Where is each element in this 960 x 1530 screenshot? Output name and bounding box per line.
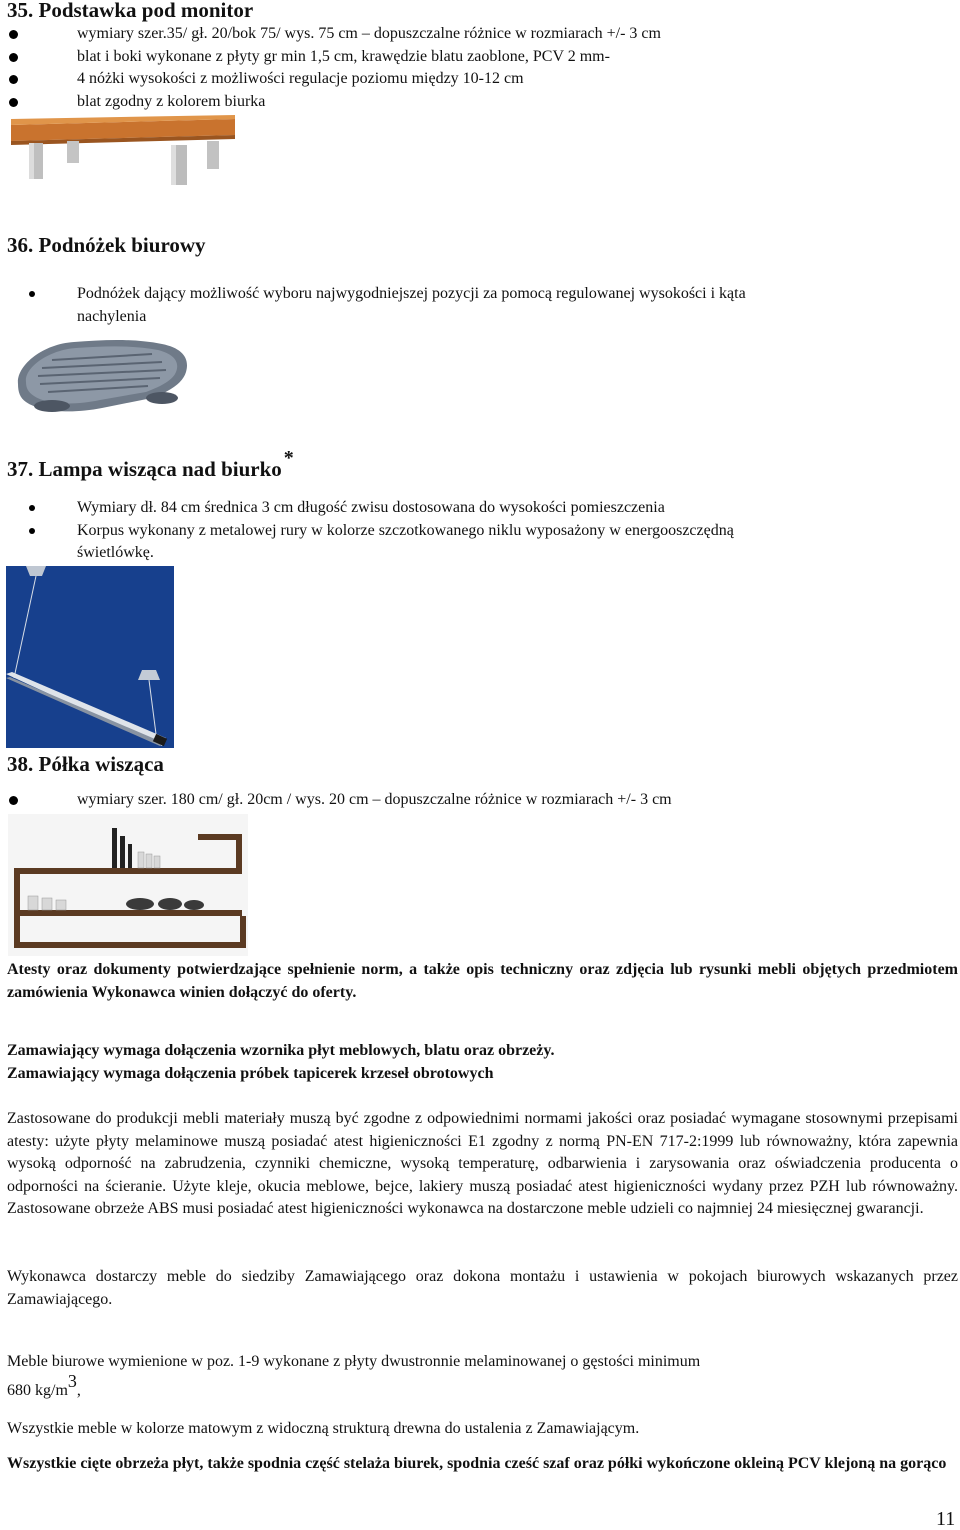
note-materials: Zastosowane do produkcji mebli materiały muszą być zgodne z odpowiednimi normami jakości oraz posiadać wymagane stosownymi przepisami atesty: użyte płyty melaminowe muszą posiadać atest higieniczności E1 zgodny z normą PN-EN 717-2:1999 lub równoważny, która zapewnia wysoką odporność na zabrudzenia, czynniki chemiczne, wysoką temperaturę, odbarwienia i zarysowania oraz oświadczenia producenta o odporności na ścieranie. Użyte kleje, okucia meblowe, bejce, lakiery muszą posiadać atest higieniczności wydany przez PZH lub równoważny. Zastosowane obrzeże ABS musi posiadać atest higieniczności wykonawca na dostarczone meble udzieli co najmniej 24 miesięcznej gwarancji. <box>7 1110 958 1217</box>
section-37-asterisk: * <box>283 447 294 469</box>
s35-bullet-color: blat zgodny z kolorem biurka <box>77 91 265 114</box>
note-board-density-line1: Meble biurowe wymienione w poz. 1-9 wykonane z płyty dwustronnie melaminowanej o gęstości minimum <box>7 1353 701 1370</box>
s37-bullet-body-line1: Korpus wykonany z metalowej rury w kolorze szczotkowanego niklu wyposażony w energooszczędną <box>77 520 734 543</box>
note-assembly: Wykonawca dostarczy meble do siedziby Zamawiającego oraz dokona montażu i ustawienia w pokojach biurowych wskazanych przez Zamawiającego. <box>7 1268 958 1308</box>
section-35-heading: 35. Podstawka pod monitor <box>7 0 254 22</box>
hanging-shelf-image <box>8 814 248 956</box>
note-board-density-line2: 680 kg/m3, <box>7 1371 81 1399</box>
s36-bullet-line1: Podnóżek dający możliwość wyboru najwygodniejszej pozycji za pomocą regulowanej wysokości i kąta <box>77 283 746 306</box>
monitor-stand-image <box>7 115 239 191</box>
note-color: Wszystkie meble w kolorze matowym z widoczną strukturą drewna do ustalenia z Zamawiającym. <box>7 1420 640 1437</box>
s38-bullet-dimensions: wymiary szer. 180 cm/ gł. 20cm / wys. 20 cm – dopuszczalne różnice w rozmiarach +/- 3 cm <box>77 789 672 812</box>
hanging-lamp-image <box>6 566 174 748</box>
s37-bullet-body-line2: świetlówkę. <box>77 544 154 561</box>
note-sample-boards: Zamawiający wymaga dołączenia wzornika płyt meblowych, blatu oraz obrzeży. <box>7 1042 555 1059</box>
note-edge-banding: Wszystkie cięte obrzeża płyt, także spodnia część stelaża biurek, spodnia cześć szaf oraz półki wykończone okleiną PCV klejoną na gorąco <box>7 1455 947 1472</box>
superscript-3: 3 <box>67 1371 77 1391</box>
footrest-image <box>12 336 192 416</box>
s35-bullet-board: blat i boki wykonane z płyty gr min 1,5 cm, krawędzie blatu zaoblone, PCV 2 mm- <box>77 46 610 69</box>
note-sample-upholstery: Zamawiający wymaga dołączenia próbek tapicerek krzeseł obrotowych <box>7 1065 494 1082</box>
section-37-heading: 37. Lampa wisząca nad biurko * <box>7 447 294 481</box>
section-36-heading: 36. Podnóżek biurowy <box>7 233 206 257</box>
page-number: 11 <box>936 1508 956 1530</box>
s35-bullet-legs: 4 nóżki wysokości z możliwości regulacje poziomu między 10-12 cm <box>77 68 524 91</box>
note-attestations: Atesty oraz dokumenty potwierdzające spełnienie norm, a także opis techniczny oraz zdjęcia lub rysunki mebli objętych przedmiotem zamówienia Wykonawca winien dołączyć do oferty. <box>7 961 958 1001</box>
section-38-heading: 38. Półka wisząca <box>7 752 164 776</box>
s37-bullet-dimensions: Wymiary dł. 84 cm średnica 3 cm długość zwisu dostosowana do wysokości pomieszczenia <box>77 497 665 520</box>
s36-bullet-line2: nachylenia <box>77 308 147 325</box>
s35-bullet-dimensions: wymiary szer.35/ gł. 20/bok 75/ wys. 75 cm – dopuszczalne różnice w rozmiarach +/- 3 cm <box>77 23 661 46</box>
